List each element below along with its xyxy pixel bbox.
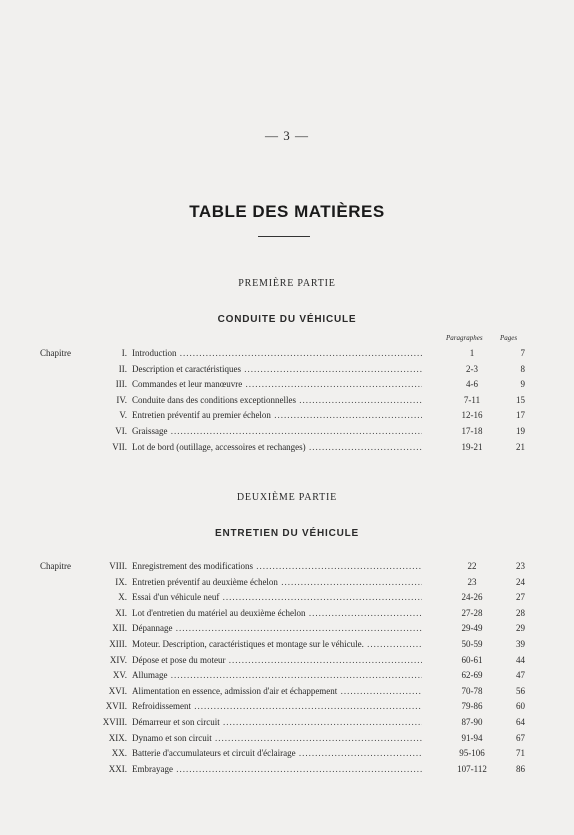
part2-heading: DEUXIÈME PARTIE [236, 492, 338, 503]
part1-heading: PREMIÈRE PARTIE [238, 278, 336, 289]
toc-row [0, 621, 574, 635]
toc-row [0, 377, 574, 391]
chapter-title: Dépose et pose du moteur ..... [132, 653, 422, 667]
paragraph-range: 60-61 [461, 654, 483, 665]
toc-row [0, 746, 574, 760]
paragraph-range: 29-49 [461, 623, 483, 634]
toc-row [0, 393, 574, 407]
chapter-label: Chapitre [40, 348, 71, 358]
chapter-number: II. [118, 363, 127, 374]
paragraphs-column-header: Paragraphes [446, 334, 483, 342]
paragraph-range: 23 [467, 576, 477, 587]
paragraph-range: 62-69 [461, 670, 483, 681]
paragraph-range: 24-26 [461, 592, 483, 603]
chapter-number: XVI. [108, 685, 127, 696]
chapter-title: Conduite dans des conditions exceptionnelles ..... [132, 393, 422, 407]
page-number-ref: 60 [516, 701, 525, 712]
chapter-number: XV. [112, 670, 127, 681]
toc-row [0, 440, 574, 454]
toc-row [0, 362, 574, 376]
page-number: — 3 — [265, 128, 309, 143]
chapter-title: Lot de bord (outillage, accessoires et rechanges) ..... [132, 440, 422, 454]
page-number-ref: 19 [516, 426, 525, 436]
page-number-ref: 24 [516, 576, 525, 587]
chapter-title: Alimentation en essence, admission d'air et échappement ..... [132, 684, 422, 698]
title-rule [258, 236, 310, 237]
chapter-title: Essai d'un véhicule neuf ..... [132, 590, 422, 604]
chapter-number: VI. [115, 426, 127, 436]
page-number-ref: 9 [520, 379, 525, 390]
toc-row [0, 699, 574, 713]
chapter-number: XIX. [108, 732, 127, 743]
page-title: TABLE DES MATIÈRES [189, 202, 385, 221]
page-number-ref: 56 [516, 685, 525, 696]
chapter-number: XX. [111, 748, 127, 759]
chapter-number: XXI. [108, 763, 127, 774]
paragraph-range: 22 [467, 561, 477, 571]
chapter-title: Batterie d'accumulateurs et circuit d'éclairage ..... [132, 746, 422, 760]
chapter-title: Enregistrement des modifications ..... [132, 559, 422, 573]
paragraph-range: 27-28 [461, 607, 483, 618]
toc-row [0, 731, 574, 745]
chapter-number: XI. [115, 607, 127, 618]
page-number-ref: 67 [516, 732, 525, 743]
paragraph-range: 12-16 [461, 410, 483, 421]
chapter-title: Allumage ..... [132, 668, 422, 682]
toc-row [0, 637, 574, 651]
paragraph-range: 107-112 [457, 763, 487, 774]
toc-row [0, 762, 574, 776]
page-number-ref: 15 [516, 394, 525, 405]
toc-row [0, 668, 574, 682]
chapter-number: IX. [115, 576, 127, 587]
chapter-title: Description et caractéristiques ..... [132, 362, 422, 376]
toc-row [0, 424, 574, 438]
paragraph-range: 70-78 [461, 685, 483, 696]
page-number-ref: 27 [516, 592, 525, 603]
chapter-number: XVIII. [102, 717, 127, 727]
chapter-title: Refroidissement ..... [132, 699, 422, 713]
paragraph-range: 50-59 [461, 639, 483, 649]
chapter-label: Chapitre [40, 561, 71, 571]
chapter-title: Introduction ..... [132, 346, 422, 360]
part1-section-heading: CONDUITE DU VÉHICULE [217, 314, 357, 325]
toc-row [0, 590, 574, 604]
page-number-ref: 71 [516, 748, 525, 759]
page-number-ref: 28 [516, 607, 525, 618]
chapter-title: Moteur. Description, caractéristiques et montage sur le véhicule. ..... [132, 637, 422, 651]
chapter-number: V. [119, 410, 127, 421]
toc-row [0, 575, 574, 589]
chapter-title: Lot d'entretien du matériel au deuxième échelon ..... [132, 606, 422, 620]
page-number-ref: 7 [520, 348, 525, 358]
paragraph-range: 17-18 [461, 426, 483, 436]
toc-row [0, 715, 574, 729]
pages-column-header: Pages [500, 334, 518, 342]
chapter-number: XII. [112, 623, 127, 634]
toc-row [0, 408, 574, 422]
paragraph-range: 19-21 [461, 441, 483, 452]
chapter-number: XIII. [109, 639, 127, 649]
page-number-ref: 44 [516, 654, 525, 665]
page-number-ref: 39 [516, 639, 525, 649]
toc-row [0, 559, 574, 573]
paragraph-range: 87-90 [461, 717, 483, 727]
paragraph-range: 4-6 [466, 379, 478, 390]
page-number-ref: 86 [516, 763, 525, 774]
chapter-number: VIII. [109, 561, 127, 571]
page-number-ref: 8 [520, 363, 525, 374]
page-number-ref: 17 [516, 410, 525, 421]
page-number-ref: 29 [516, 623, 525, 634]
paragraph-range: 7-11 [463, 394, 481, 405]
toc-row [0, 346, 574, 360]
chapter-number: IV. [116, 394, 127, 405]
page-number-ref: 47 [516, 670, 525, 681]
chapter-number: VII. [112, 441, 127, 452]
paragraph-range: 79-86 [461, 701, 483, 712]
toc-row [0, 684, 574, 698]
chapter-title: Démarreur et son circuit ..... [132, 715, 422, 729]
chapter-number: XVII. [105, 701, 127, 712]
paragraph-range: 2-3 [466, 363, 478, 374]
chapter-number: III. [115, 379, 127, 390]
chapter-title: Graissage ..... [132, 424, 422, 438]
chapter-title: Dynamo et son circuit ..... [132, 731, 422, 745]
chapter-title: Embrayage ..... [132, 762, 422, 776]
page-number-ref: 64 [516, 717, 525, 727]
paragraph-range: 91-94 [461, 732, 483, 743]
paragraph-range: 1 [469, 348, 475, 358]
chapter-title: Dépannage ..... [132, 621, 422, 635]
toc-row [0, 653, 574, 667]
page-number-ref: 23 [516, 561, 525, 571]
column-headers [0, 334, 574, 346]
chapter-number: XIV. [109, 654, 127, 665]
toc-row [0, 606, 574, 620]
chapter-number: X. [118, 592, 127, 603]
part2-section-heading: ENTRETIEN DU VÉHICULE [214, 528, 360, 539]
chapter-title: Entretien préventif au premier échelon ..... [132, 408, 422, 422]
page-number-ref: 21 [516, 441, 525, 452]
paragraph-range: 95-106 [459, 748, 485, 759]
chapter-number: I. [121, 348, 127, 358]
chapter-title: Commandes et leur manœuvre ..... [132, 377, 422, 391]
chapter-title: Entretien préventif au deuxième échelon ..... [132, 575, 422, 589]
